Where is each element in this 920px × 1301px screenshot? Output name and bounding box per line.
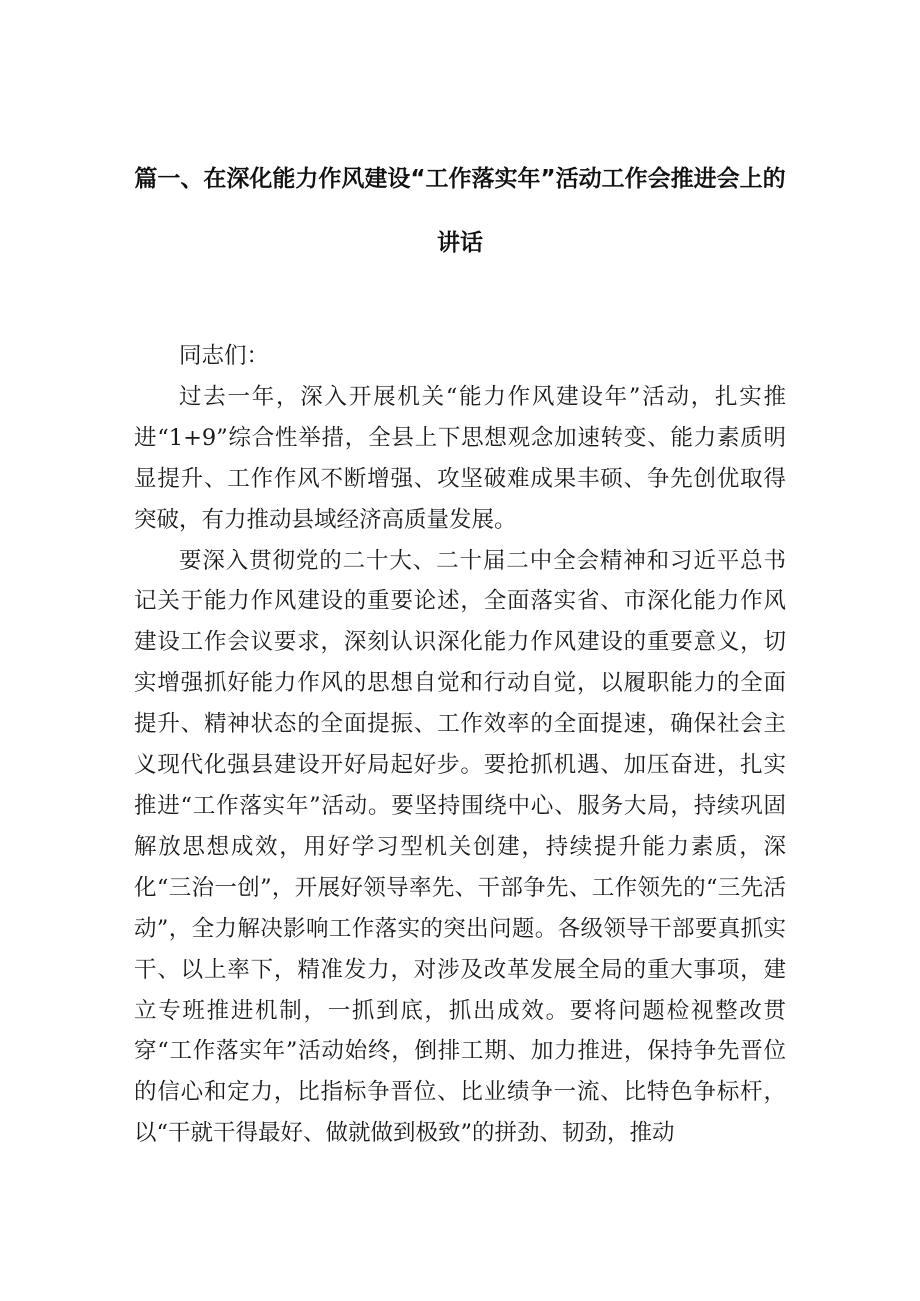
body-paragraph: 要深入贯彻党的二十大、二十届二中全会精神和习近平总书记关于能力作风建设的重要论述，全面落实省、市深化能力作风建设工作会议要求，深刻认识深化能力作风建设的重要意义，切实增强抓好能力作风的思想自觉和行动自觉，以履职能力的全面提升、精神状态的全面提振、工作效率的全面提速，确保社会主义现代化强县建设开好局起好步。要抢抓机遇、加压奋进，扎实推进“工作落实年”活动。要坚持围绕中心、服务大局，持续巩固解放思想成效，用好学习型机关创建，持续提升能力素质，深化“三治一创”，开展好领导率先、干部争先、工作领先的“三先活动”，全力解决影响工作落实的突出问题。各级领导干部要真抓实干、以上率下，精准发力，对涉及改革发展全局的重大事项，建立专班推进机制，一抓到底，抓出成效。要将问题检视整改贯穿“工作落实年”活动始终，倒排工期、加力推进，保持争先晋位的信心和定力，比指标争晋位、比业绩争一流、比特色争标杆，以“干就干得最好、做就做到极致”的拼劲、韧劲，推动	[134, 547, 786, 1147]
salutation: 同志们：	[179, 343, 270, 369]
document-title-continued: 讲话	[437, 230, 483, 256]
document-body	[134, 336, 786, 1154]
body-paragraph: 过去一年，深入开展机关“能力作风建设年”活动，扎实推进“1+9”综合性举措，全县上下思想观念加速转变、能力素质明显提升、工作作风不断增强、攻坚破难成果丰硕、争先创优取得突破，有力推动县域经济高质量发展。	[134, 383, 786, 533]
document-title: 篇一、在深化能力作风建设“工作落实年”活动工作会推进会上的	[134, 166, 786, 192]
